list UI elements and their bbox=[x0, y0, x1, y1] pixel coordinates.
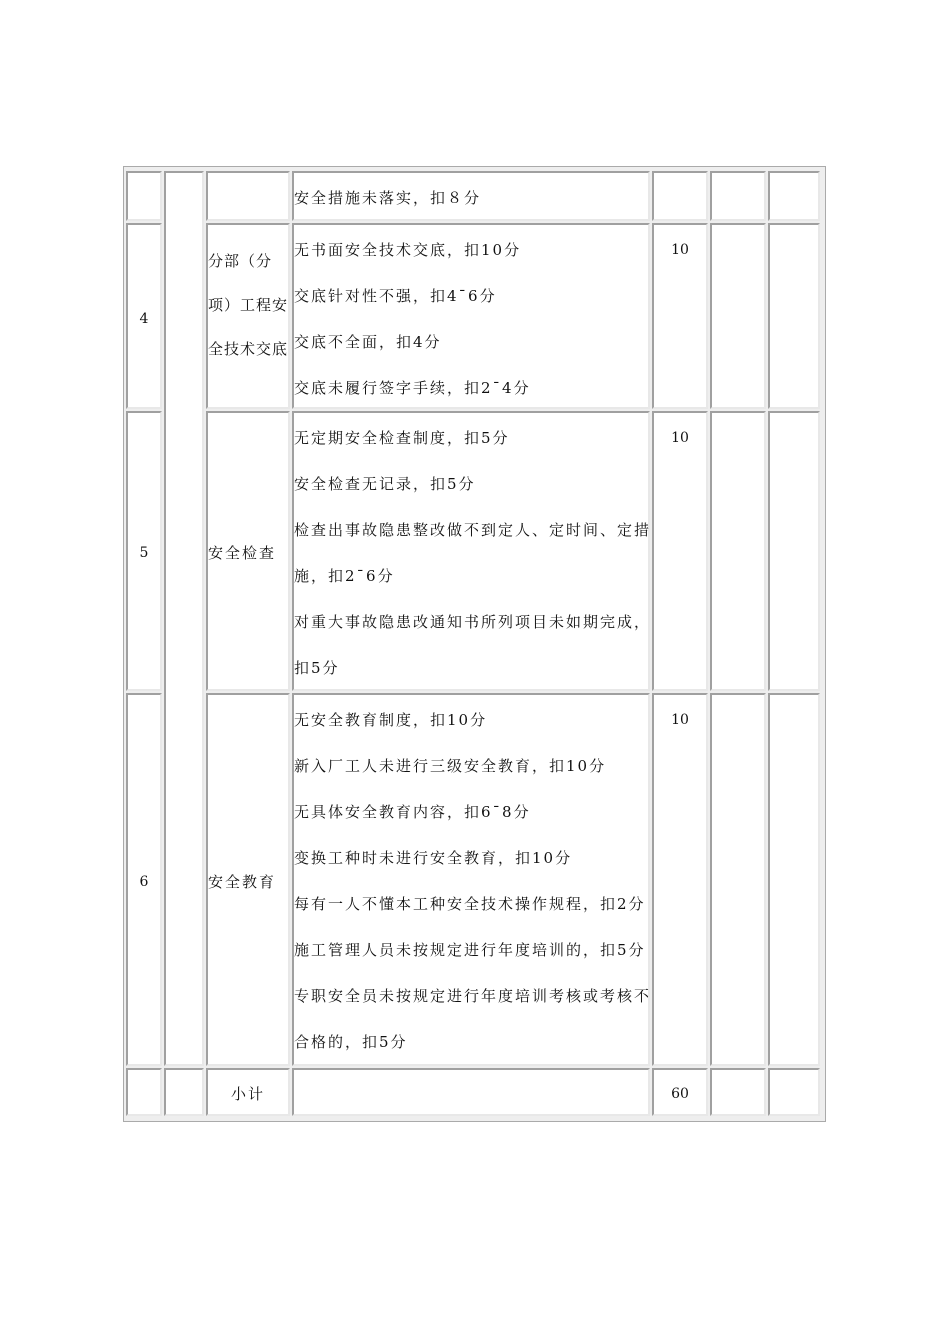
criteria-line: 安全检查无记录，扣5分 bbox=[294, 475, 476, 493]
criteria-line: 合格的，扣5分 bbox=[294, 1033, 408, 1051]
criteria-line: 扣5分 bbox=[294, 659, 340, 677]
criteria-line: 专职安全员未按规定进行年度培训考核或考核不 bbox=[294, 987, 652, 1005]
criteria-line: 无具体安全教育内容，扣6ˉ8分 bbox=[294, 803, 531, 821]
row5-item bbox=[206, 411, 290, 691]
subtotal-criteria bbox=[292, 1068, 650, 1116]
subtotal-score: 60 bbox=[671, 1086, 689, 1102]
row0-actual bbox=[710, 171, 766, 221]
criteria-line: 对重大事故隐患改通知书所列项目未如期完成， bbox=[294, 613, 652, 631]
row5-num bbox=[126, 411, 162, 691]
row4-num bbox=[126, 223, 162, 409]
item-name: 安全教育 bbox=[208, 873, 277, 891]
criteria-line: 每有一人不懂本工种安全技术操作规程，扣2分 bbox=[294, 895, 646, 913]
criteria-line: 施，扣2ˉ6分 bbox=[294, 567, 395, 585]
item-name-line: 分部（分 bbox=[208, 252, 273, 270]
row5-actual bbox=[710, 411, 766, 691]
row4-score bbox=[652, 223, 708, 409]
row0-num bbox=[126, 171, 162, 221]
row5-criteria bbox=[292, 411, 650, 691]
row-number: 6 bbox=[139, 874, 149, 890]
row4-actual bbox=[710, 223, 766, 409]
score-value: 10 bbox=[671, 242, 689, 258]
row6-remark bbox=[768, 693, 820, 1066]
row4-criteria bbox=[292, 223, 650, 409]
row0-score bbox=[652, 171, 708, 221]
subtotal-label-cell bbox=[206, 1068, 290, 1116]
criteria-line: 无定期安全检查制度，扣5分 bbox=[294, 429, 510, 447]
subtotal-category bbox=[164, 1068, 204, 1116]
row4-remark bbox=[768, 223, 820, 409]
score-value: 10 bbox=[671, 712, 689, 728]
row6-num bbox=[126, 693, 162, 1066]
scoring-table bbox=[123, 166, 826, 1122]
row-number: 4 bbox=[139, 311, 149, 327]
row0-remark bbox=[768, 171, 820, 221]
item-name: 安全检查 bbox=[208, 544, 277, 562]
row5-score bbox=[652, 411, 708, 691]
criteria-line: 无书面安全技术交底，扣10分 bbox=[294, 241, 522, 259]
row6-score bbox=[652, 693, 708, 1066]
subtotal-label: 小计 bbox=[230, 1085, 265, 1103]
row5-remark bbox=[768, 411, 820, 691]
row6-criteria bbox=[292, 693, 650, 1066]
row6-actual bbox=[710, 693, 766, 1066]
criteria-line: 检查出事故隐患整改做不到定人、定时间、定措 bbox=[294, 521, 652, 539]
row6-item bbox=[206, 693, 290, 1066]
subtotal-actual bbox=[710, 1068, 766, 1116]
criteria-line: 施工管理人员未按规定进行年度培训的，扣5分 bbox=[294, 941, 646, 959]
category-column bbox=[164, 171, 204, 1066]
criteria-line: 安全措施未落实，扣８分 bbox=[294, 189, 482, 207]
score-value: 10 bbox=[671, 430, 689, 446]
criteria-line: 无安全教育制度，扣10分 bbox=[294, 711, 488, 729]
item-name-line: 项）工程安 bbox=[208, 296, 289, 314]
criteria-line: 新入厂工人未进行三级安全教育，扣10分 bbox=[294, 757, 607, 775]
criteria-line: 交底针对性不强，扣4ˉ6分 bbox=[294, 287, 497, 305]
subtotal-num bbox=[126, 1068, 162, 1116]
criteria-line: 变换工种时未进行安全教育，扣10分 bbox=[294, 849, 573, 867]
row0-item bbox=[206, 171, 290, 221]
criteria-line: 交底不全面，扣4分 bbox=[294, 333, 442, 351]
criteria-line: 交底未履行签字手续，扣2ˉ4分 bbox=[294, 379, 531, 397]
row-number: 5 bbox=[139, 545, 149, 561]
subtotal-remark bbox=[768, 1068, 820, 1116]
item-name-line: 全技术交底 bbox=[208, 340, 289, 358]
row0-criteria bbox=[292, 171, 650, 221]
subtotal-score-cell bbox=[652, 1068, 708, 1116]
row4-item bbox=[206, 223, 290, 409]
